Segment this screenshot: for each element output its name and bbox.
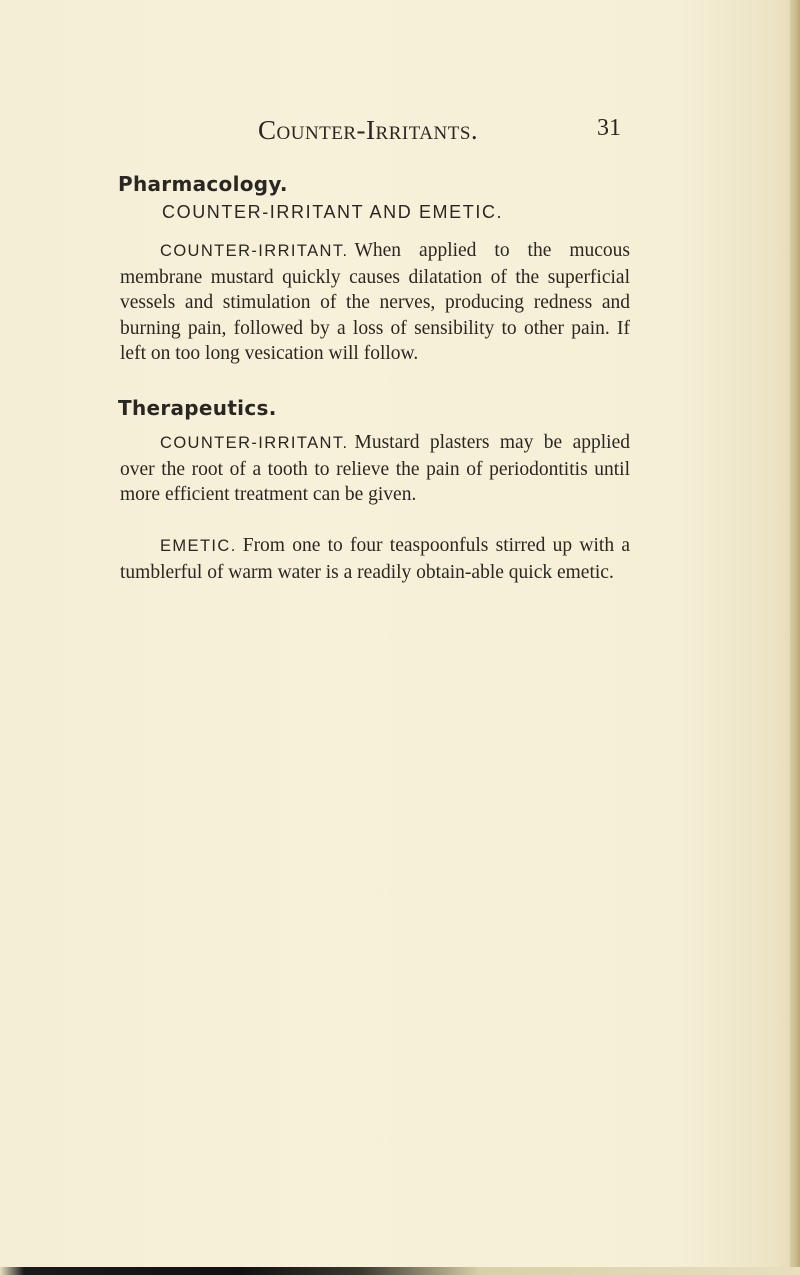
subheading-counter-irritant-and-emetic: COUNTER-IRRITANT AND EMETIC. [162, 202, 504, 222]
paragraph-pharmacology-counter-irritant [120, 238, 630, 367]
page-edge-shadow [790, 0, 800, 1275]
running-head [0, 115, 800, 155]
runin-emetic: EMETIC. [160, 537, 237, 555]
heading-therapeutics: Therapeutics. [118, 396, 277, 420]
runin-counter-irritant: COUNTER-IRRITANT. [160, 242, 349, 260]
runin-counter-irritant: COUNTER-IRRITANT. [160, 434, 349, 452]
paragraph-text: When applied to the mucous membrane mustard quickly causes dilatation of the superficial vessels and stimulation of the nerves, producing redness and burning pain, followed by a loss of sensibility to other pain. If left on too long vesication will follow. [120, 240, 630, 364]
paragraph-text: From one to four teaspoonfuls stirred up with a tumblerful of warm water is a readily obtain-able quick emetic. [120, 535, 630, 583]
paragraph-therapeutics-counter-irritant [120, 430, 630, 508]
heading-pharmacology: Pharmacology. [118, 172, 288, 196]
paragraph-text: Mustard plasters may be applied over the root of a tooth to relieve the pain of periodontitis until more efficient treatment can be given. [120, 432, 630, 505]
running-title: Counter-Irritants. [258, 115, 479, 145]
page-number: 31 [597, 115, 621, 141]
bottom-edge-shadow [0, 1267, 800, 1275]
paragraph-therapeutics-emetic [120, 533, 630, 585]
